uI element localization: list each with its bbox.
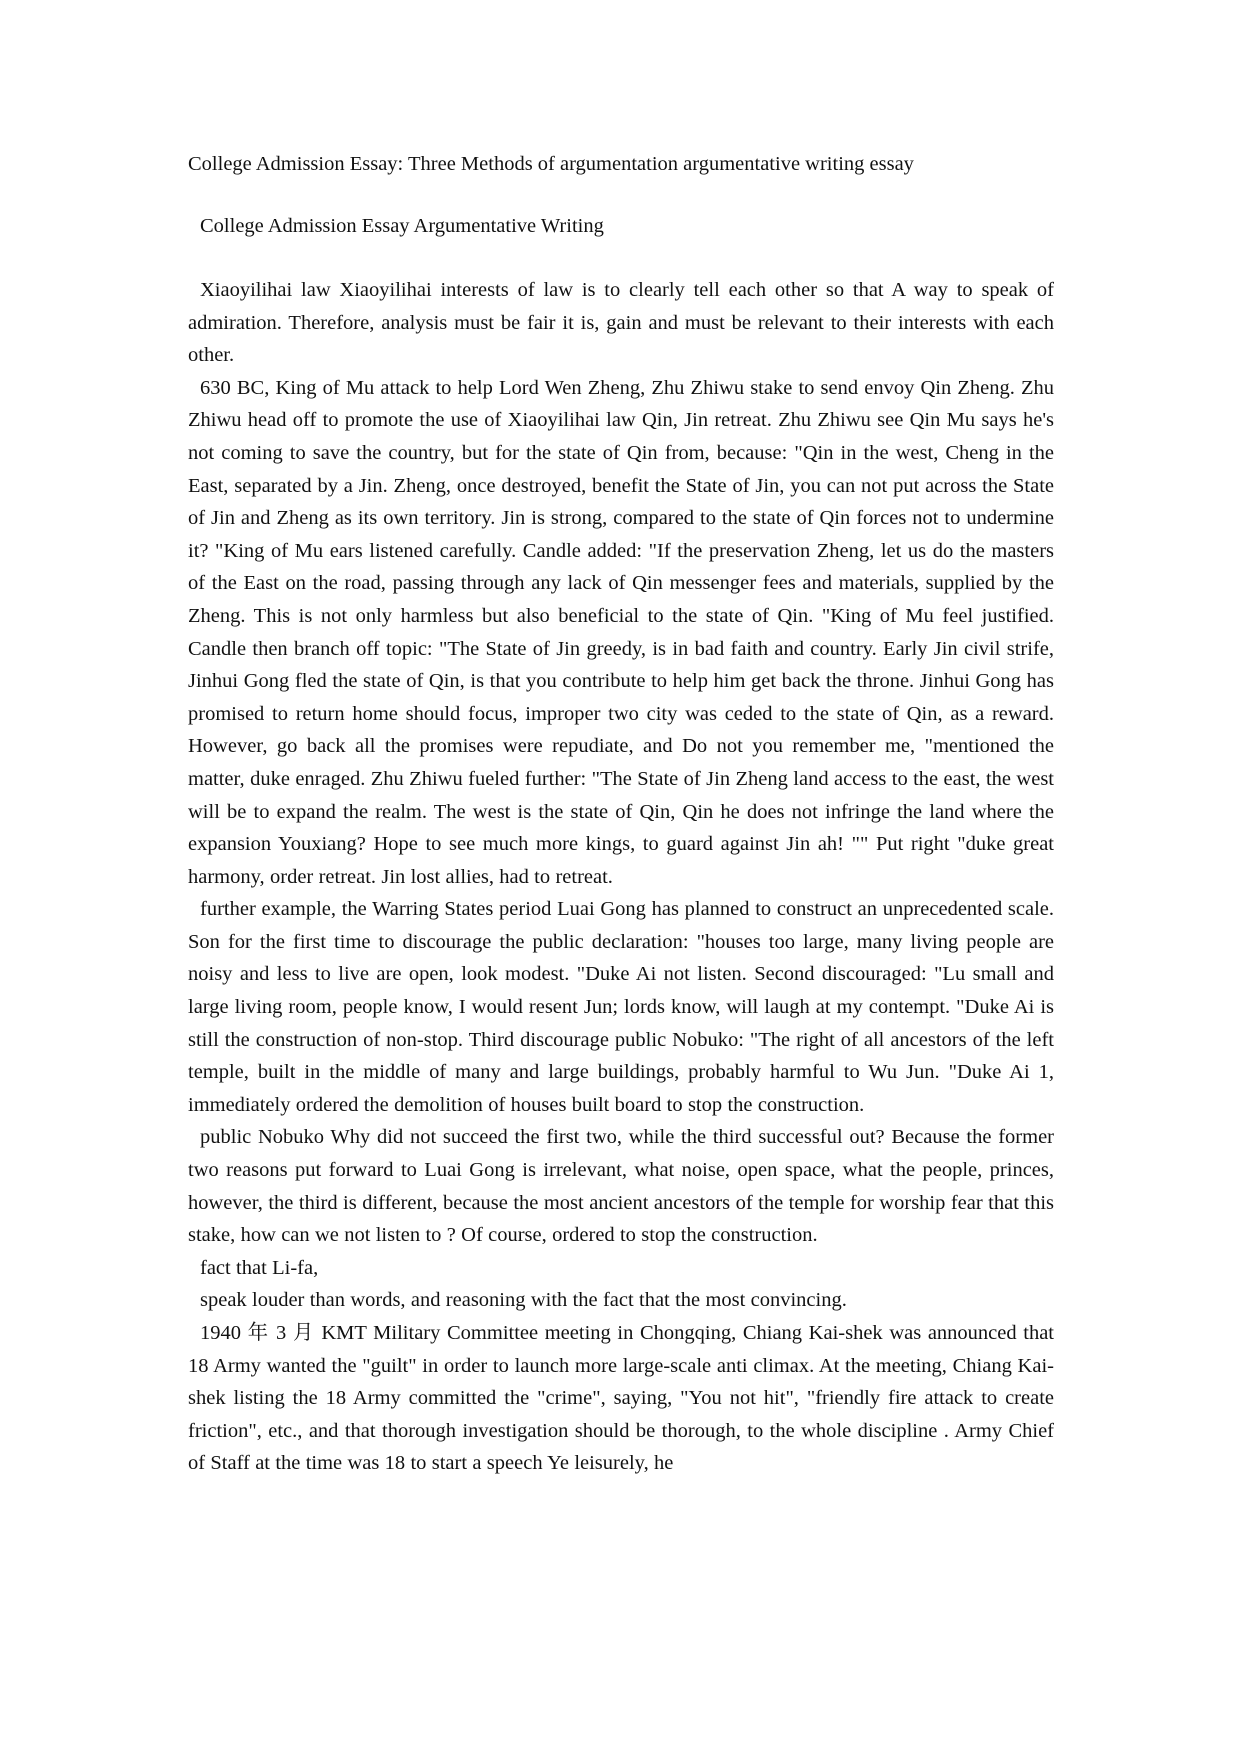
paragraph-6: speak louder than words, and reasoning with the fact that the most convincing. <box>200 1289 847 1312</box>
document-body <box>188 274 1054 1480</box>
paragraph-1: Xiaoyilihai law Xiaoyilihai interests of law is to clearly tell each other so that A way to speak of admiration. Therefore, analysis must be fair it is, gain and must be relevant to their interests with each other. <box>188 279 1054 367</box>
paragraph-7: 1940 年 3 月 KMT Military Committee meeting in Chongqing, Chiang Kai-shek was announced that 18 Army wanted the "guilt" in order to launch more large-scale anti climax. At the meeting, Chiang Kai-shek listing the 18 Army committed the "crime", saying, "You not hit", "friendly fire attack to create friction", etc., and that thorough investigation should be thorough, to the whole discipline . Army Chief of Staff at the time was 18 to start a speech Ye leisurely, he <box>188 1322 1054 1475</box>
document-subtitle: College Admission Essay Argumentative Writing <box>200 215 604 237</box>
paragraph-4: public Nobuko Why did not succeed the first two, while the third successful out? Because the former two reasons put forward to Luai Gong is irrelevant, what noise, open space, what the people, princes, however, the third is different, because the most ancient ancestors of the temple for worship fear that this stake, how can we not listen to ? Of course, ordered to stop the construction. <box>188 1126 1054 1247</box>
paragraph-2: 630 BC, King of Mu attack to help Lord Wen Zheng, Zhu Zhiwu stake to send envoy Qin Zheng. Zhu Zhiwu head off to promote the use of Xiaoyilihai law Qin, Jin retreat. Zhu Zhiwu see Qin Mu says he's not coming to save the country, but for the state of Qin from, because: "Qin in the west, Cheng in the East, separated by a Jin. Zheng, once destroyed, benefit the State of Jin, you can not put across the State of Jin and Zheng as its own territory. Jin is strong, compared to the state of Qin forces not to undermine it? "King of Mu ears listened carefully. Candle added: "If the preservation Zheng, let us do the masters of the East on the road, passing through any lack of Qin messenger fees and materials, supplied by the Zheng. This is not only harmless but also beneficial to the state of Qin. "King of Mu feel justified. Candle then branch off topic: "The State of Jin greedy, is in bad faith and country. Early Jin civil strife, Jinhui Gong fled the state of Qin, is that you contribute to help him get back the throne. Jinhui Gong has promised to return home should focus, improper two city was ceded to the state of Qin, as a reward. However, go back all the promises were repudiate, and Do not you remember me, "mentioned the matter, duke enraged. Zhu Zhiwu fueled further: "The State of Jin Zheng land access to the east, the west will be to expand the realm. The west is the state of Qin, Qin he does not infringe the land where the expansion Youxiang? Hope to see much more kings, to guard against Jin ah! "" Put right "duke great harmony, order retreat. Jin lost allies, had to retreat. <box>188 376 1054 888</box>
document-title: College Admission Essay: Three Methods of argumentation argumentative writing essay <box>188 153 914 175</box>
paragraph-5: fact that Li-fa, <box>200 1256 319 1279</box>
paragraph-3: further example, the Warring States period Luai Gong has planned to construct an unprecedented scale. Son for the first time to discourage the public declaration: "houses too large, many living people are noisy and less to live are open, look modest. "Duke Ai not listen. Second discouraged: "Lu small and large living room, people know, I would resent Jun; lords know, will laugh at my contempt. "Duke Ai is still the construction of non-stop. Third discourage public Nobuko: "The right of all ancestors of the left temple, built in the middle of many and large buildings, probably harmful to Wu Jun. "Duke Ai 1, immediately ordered the demolition of houses built board to stop the construction. <box>188 898 1054 1116</box>
document-page <box>188 148 1054 1480</box>
